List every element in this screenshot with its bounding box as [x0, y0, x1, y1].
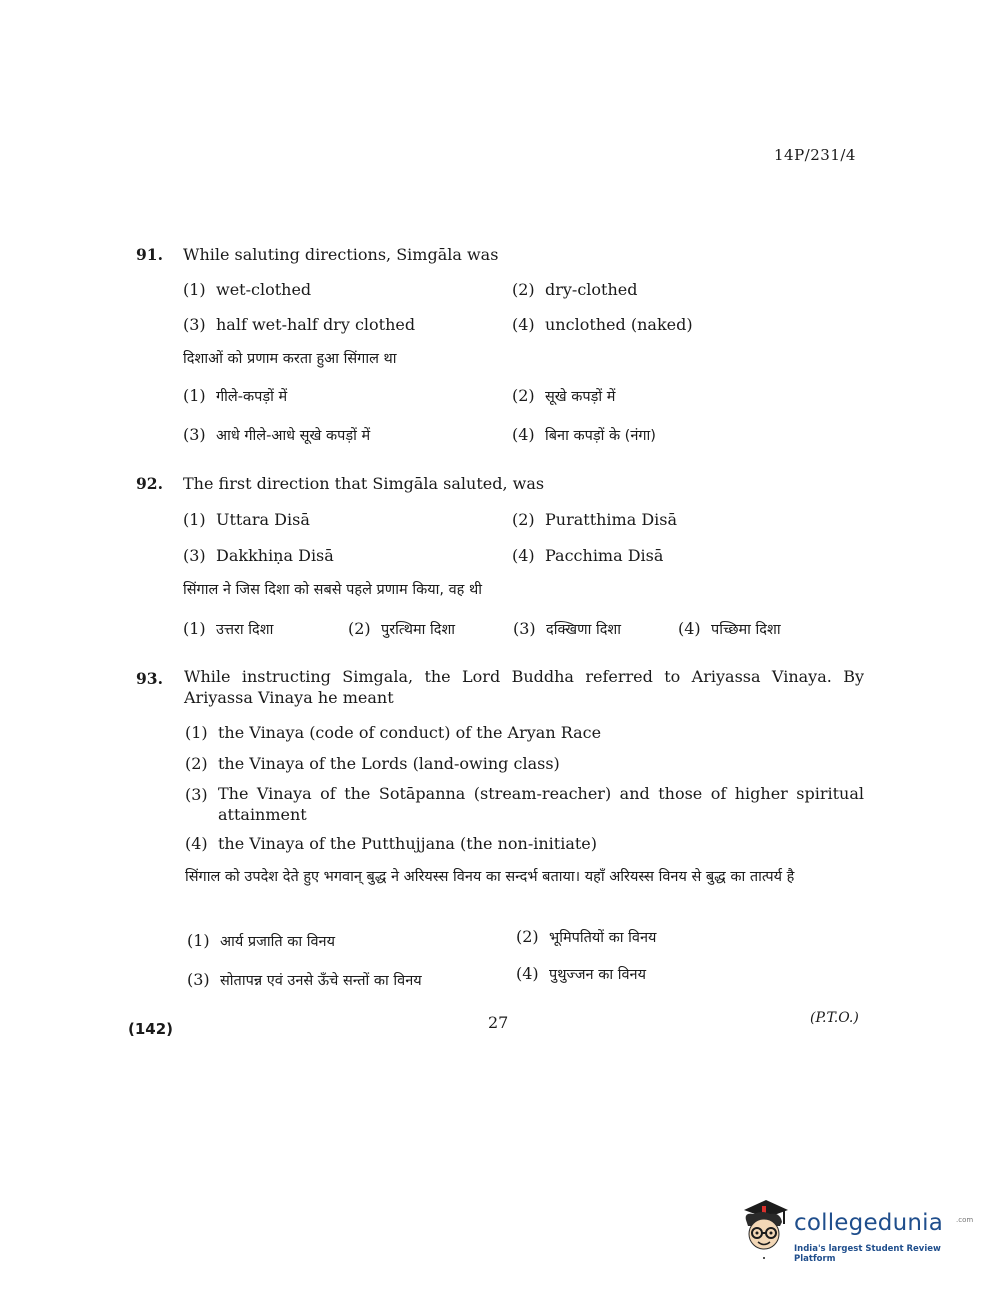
option-text-hindi: दक्खिणा दिशा — [546, 622, 622, 638]
option-text: Dakkhiṇa Disā — [216, 546, 334, 565]
question-text: While instructing Simgala, the Lord Buddha referred to Ariyassa Vinaya. By Ariyassa Vinaya he meant — [184, 667, 864, 707]
option-number: (1) — [183, 386, 206, 405]
option-number: (1) — [187, 931, 210, 950]
option-text-hindi: आर्य प्रजाति का विनय — [220, 934, 336, 950]
student-mascot-icon — [736, 1196, 792, 1260]
option-text: dry-clothed — [545, 280, 638, 299]
option-text-hindi: पुथुज्जन का विनय — [549, 967, 646, 983]
question-text-hindi: दिशाओं को प्रणाम करता हुआ सिंगाल था — [183, 351, 397, 367]
option-number: (1) — [183, 619, 206, 638]
logo-suffix: .com — [956, 1216, 974, 1224]
page-number: 27 — [488, 1013, 509, 1032]
option-number: (4) — [512, 315, 535, 334]
option-number: (3) — [183, 425, 206, 444]
option-text: the Vinaya (code of conduct) of the Aryan Race — [218, 723, 602, 742]
option-text-hindi: भूमिपतियों का विनय — [549, 930, 657, 946]
option-text-hindi: गीले-कपड़ों में — [216, 389, 288, 405]
option-number: (1) — [183, 280, 206, 299]
option-number: (2) — [512, 386, 535, 405]
option-text: unclothed (naked) — [545, 315, 693, 334]
option-text-hindi: आधे गीले-आधे सूखे कपड़ों में — [216, 428, 371, 444]
option-text-hindi: सोतापन्न एवं उनसे ऊँचे सन्तों का विनय — [220, 973, 422, 989]
option-number: (2) — [185, 754, 208, 773]
option-text: Puratthima Disā — [545, 510, 678, 529]
option-text-hindi: सूखे कपड़ों में — [545, 389, 616, 405]
option-number: (2) — [512, 510, 535, 529]
option-text: the Vinaya of the Lords (land-owing class) — [218, 754, 560, 773]
question-number: 92. — [136, 474, 163, 493]
option-number: (2) — [348, 619, 371, 638]
option-text: wet-clothed — [216, 280, 312, 299]
set-code: (142) — [128, 1020, 174, 1038]
option-number: (3) — [185, 785, 208, 804]
question-text: The first direction that Simgāla saluted, was — [183, 474, 545, 493]
option-text: The Vinaya of the Sotāpanna (stream-reacher) and those of higher spiritual attainment — [218, 784, 864, 824]
option-number: (3) — [183, 546, 206, 565]
question-text-hindi: सिंगाल ने जिस दिशा को सबसे पहले प्रणाम किया, वह थी — [183, 582, 482, 598]
option-number: (3) — [513, 619, 536, 638]
option-text: Pacchima Disā — [545, 546, 664, 565]
option-text-hindi: उत्तरा दिशा — [216, 622, 274, 638]
question-text: While saluting directions, Simgāla was — [183, 245, 499, 264]
option-number: (1) — [183, 510, 206, 529]
option-number: (4) — [512, 546, 535, 565]
option-number: (4) — [185, 834, 208, 853]
question-text-hindi: सिंगाल को उपदेश देते हुए भगवान् बुद्ध ने अरियस्स विनय का सन्दर्भ बताया। यहाँ अरियस्स विनय से बुद्ध का तात्पर्य है — [185, 869, 795, 885]
option-text-hindi: बिना कपड़ों के (नंगा) — [545, 428, 656, 444]
option-number: (4) — [512, 425, 535, 444]
pto-note: (P.T.O.) — [810, 1010, 859, 1026]
logo-tagline: India's largest Student Review Platform — [794, 1244, 941, 1264]
option-text: the Vinaya of the Putthujjana (the non-initiate) — [218, 834, 597, 853]
option-number: (2) — [516, 927, 539, 946]
option-text: half wet-half dry clothed — [216, 315, 416, 334]
question-number: 91. — [136, 245, 163, 264]
option-number: (2) — [512, 280, 535, 299]
question-number: 93. — [136, 669, 163, 688]
option-text-hindi: पच्छिमा दिशा — [711, 622, 781, 638]
collegedunia-logo[interactable] — [736, 1196, 976, 1266]
option-number: (1) — [185, 723, 208, 742]
option-text-hindi: पुरत्थिमा दिशा — [381, 622, 456, 638]
option-number: (4) — [678, 619, 701, 638]
logo-name: collegedunia — [794, 1210, 944, 1236]
paper-code: 14P/231/4 — [774, 146, 856, 164]
option-number: (4) — [516, 964, 539, 983]
option-number: (3) — [187, 970, 210, 989]
option-number: (3) — [183, 315, 206, 334]
option-text: Uttara Disā — [216, 510, 310, 529]
